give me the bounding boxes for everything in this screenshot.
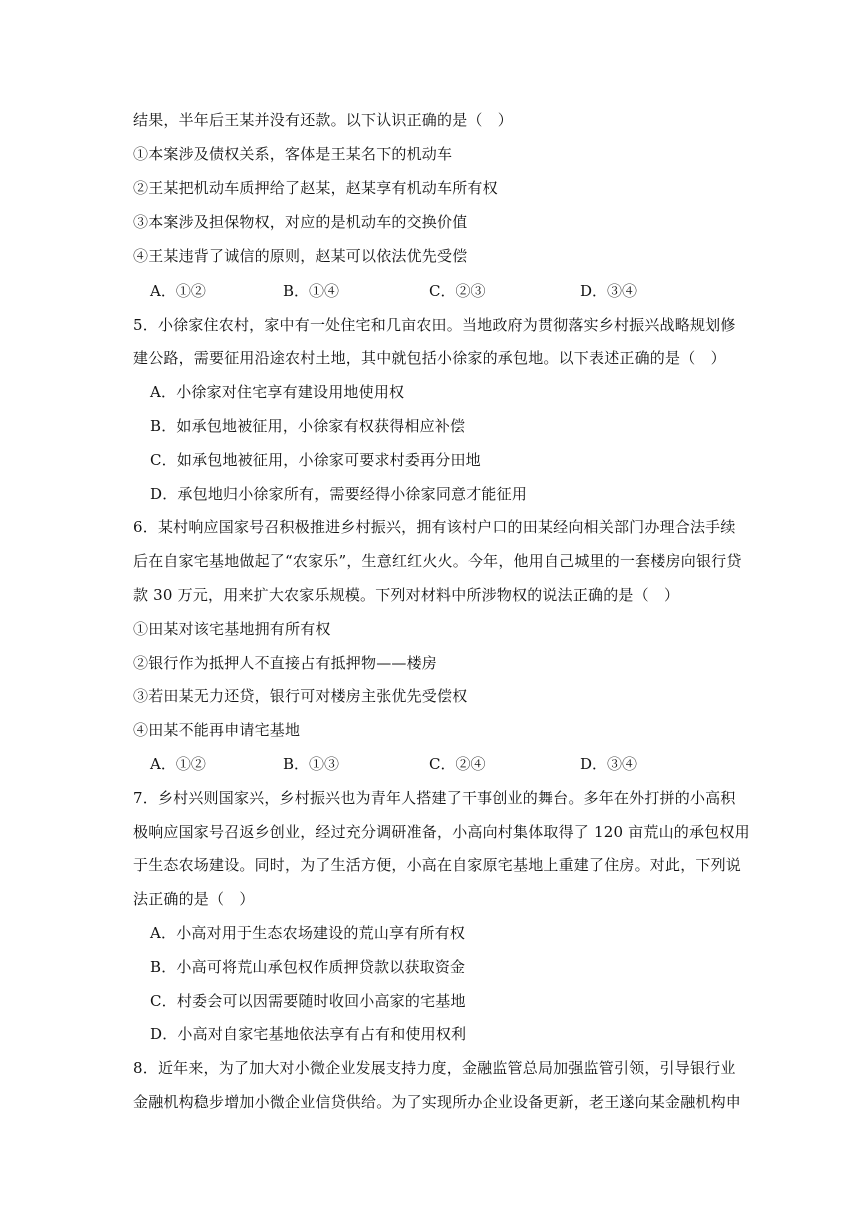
q6-statement-1: ①田某对该宅基地拥有所有权 bbox=[133, 620, 331, 638]
q7-stem-line-3: 于生态农场建设。同时，为了生活方便，小高在自家原宅基地上重建了住房。对此，下列说 bbox=[133, 856, 742, 874]
q7-option-a: A．小高对用于生态农场建设的荒山享有所有权 bbox=[150, 924, 466, 942]
q7-stem-line-2: 极响应国家号召返乡创业，经过充分调研准备，小高向村集体取得了 120 亩荒山的承包权用 bbox=[133, 823, 750, 841]
q6-stem-line-1: 6．某村响应国家号召积极推进乡村振兴，拥有该村户口的田某经向相关部门办理合法手续 bbox=[133, 518, 736, 536]
q7-option-c: C．村委会可以因需要随时收回小高家的宅基地 bbox=[150, 992, 466, 1010]
q8-stem-line-2: 金融机构稳步增加小微企业信贷供给。为了实现所办企业设备更新，老王遂向某金融机构申 bbox=[133, 1093, 742, 1111]
q6-statement-2: ②银行作为抵押人不直接占有抵押物——楼房 bbox=[133, 654, 438, 672]
q6-option-a: A．①② bbox=[150, 755, 206, 773]
q4-statement-3: ③本案涉及担保物权，对应的是机动车的交换价值 bbox=[133, 213, 468, 231]
q6-option-b: B．①③ bbox=[283, 755, 340, 773]
q4-option-a: A．①② bbox=[150, 282, 206, 300]
q4-statement-1: ①本案涉及债权关系，客体是王某名下的机动车 bbox=[133, 145, 453, 163]
q4-statement-2: ②王某把机动车质押给了赵某，赵某享有机动车所有权 bbox=[133, 179, 498, 197]
q5-stem-line-2: 建公路，需要征用沿途农村土地，其中就包括小徐家的承包地。以下表述正确的是（ ） bbox=[133, 349, 726, 367]
q7-stem-line-4: 法正确的是（ ） bbox=[133, 890, 255, 908]
q6-statement-4: ④田某不能再申请宅基地 bbox=[133, 721, 301, 739]
q6-stem-line-3: 款 30 万元，用来扩大农家乐规模。下列对材料中所涉物权的说法正确的是（ ） bbox=[133, 586, 680, 604]
q6-options bbox=[150, 753, 750, 775]
q6-option-d: D．③④ bbox=[580, 755, 638, 773]
q6-stem-line-2: 后在自家宅基地做起了“农家乐”，生意红红火火。今年，他用自己城里的一套楼房向银行贷 bbox=[133, 552, 742, 570]
q4-option-b: B．①④ bbox=[283, 282, 340, 300]
q4-stem-tail: 结果，半年后王某并没有还款。以下认识正确的是（ ） bbox=[133, 111, 514, 129]
q4-option-c: C．②③ bbox=[429, 282, 486, 300]
q4-statement-4: ④王某违背了诚信的原则，赵某可以依法优先受偿 bbox=[133, 247, 468, 265]
q4-option-d: D．③④ bbox=[580, 282, 638, 300]
q5-option-c: C．如承包地被征用，小徐家可要求村委再分田地 bbox=[150, 451, 481, 469]
q7-option-d: D．小高对自家宅基地依法享有占有和使用权利 bbox=[150, 1025, 467, 1043]
q5-option-d: D．承包地归小徐家所有，需要经得小徐家同意才能征用 bbox=[150, 485, 528, 503]
q4-options bbox=[150, 280, 750, 302]
q7-stem-line-1: 7．乡村兴则国家兴，乡村振兴也为青年人搭建了干事创业的舞台。多年在外打拼的小高积 bbox=[133, 789, 736, 807]
q5-option-b: B．如承包地被征用，小徐家有权获得相应补偿 bbox=[150, 417, 466, 435]
q6-option-c: C．②④ bbox=[429, 755, 486, 773]
q6-statement-3: ③若田某无力还贷，银行可对楼房主张优先受偿权 bbox=[133, 687, 468, 705]
q7-option-b: B．小高可将荒山承包权作质押贷款以获取资金 bbox=[150, 958, 466, 976]
q5-option-a: A．小徐家对住宅享有建设用地使用权 bbox=[150, 383, 405, 401]
q8-stem-line-1: 8．近年来，为了加大对小微企业发展支持力度，金融监管总局加强监管引领，引导银行业 bbox=[133, 1059, 736, 1077]
q5-stem-line-1: 5．小徐家住农村，家中有一处住宅和几亩农田。当地政府为贯彻落实乡村振兴战略规划修 bbox=[133, 316, 736, 334]
